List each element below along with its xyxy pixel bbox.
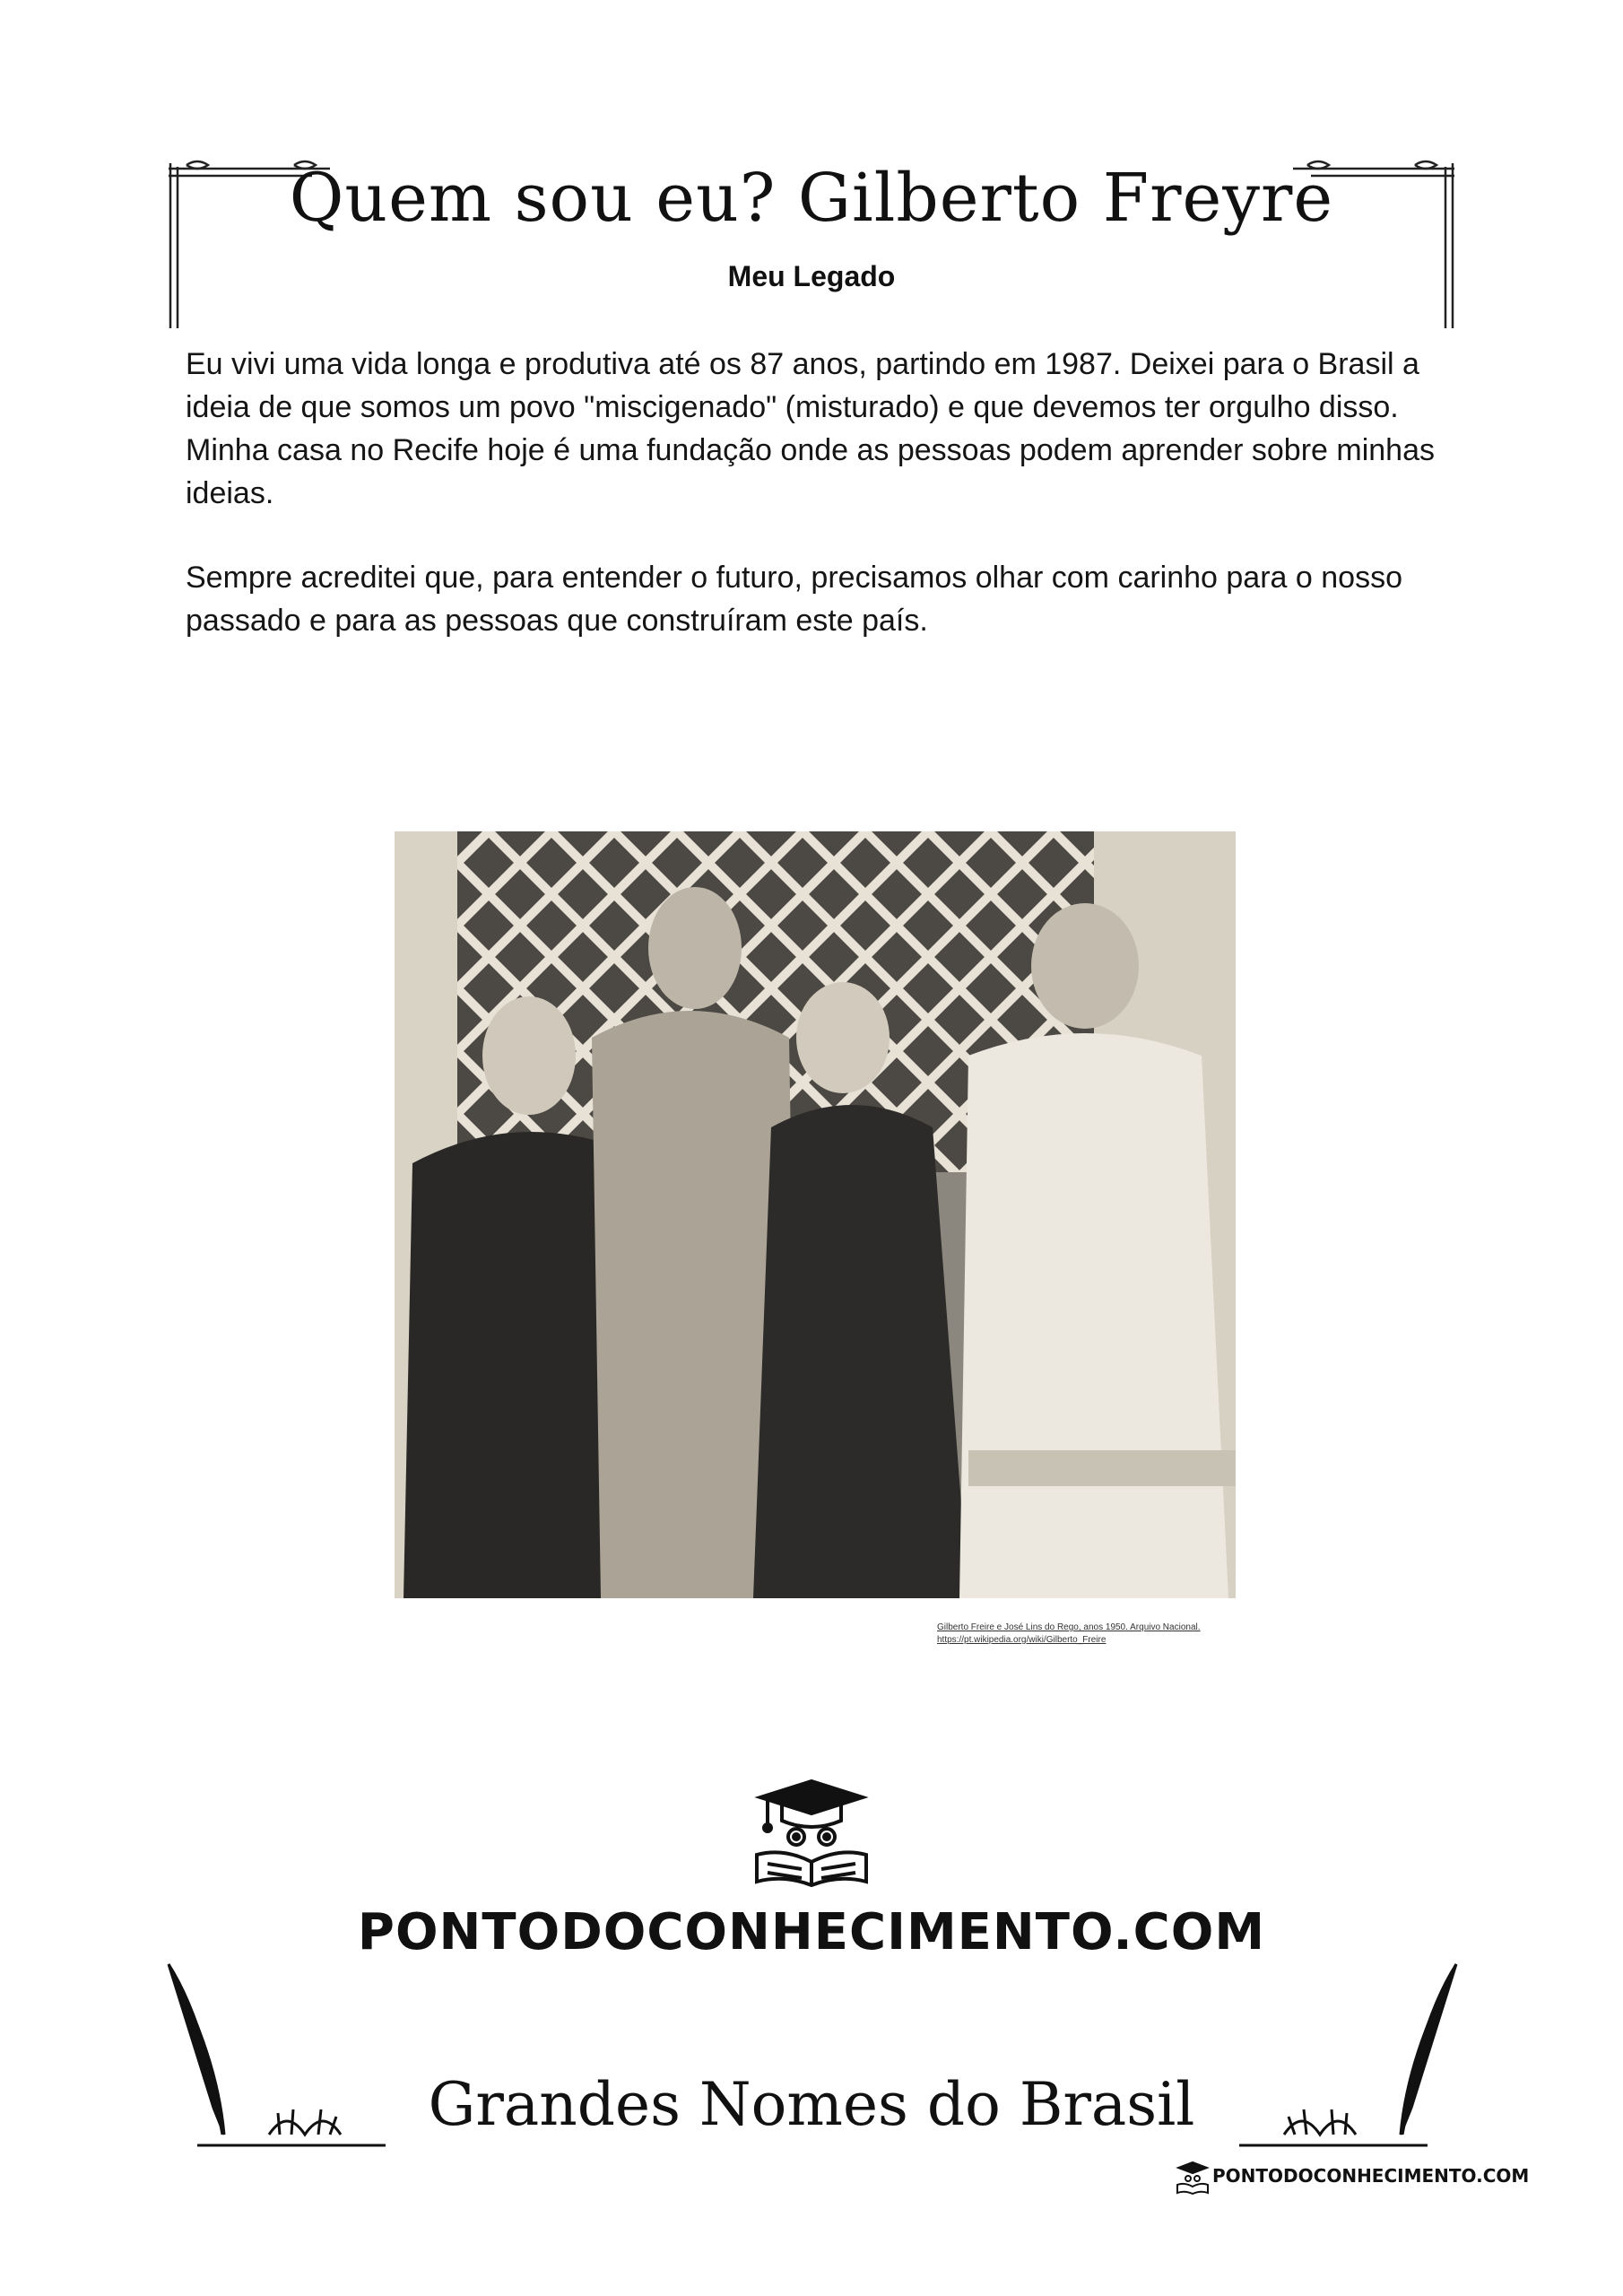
photo-caption bbox=[937, 1622, 1236, 1647]
site-name: PONTODOCONHECIMENTO.COM bbox=[357, 1903, 1266, 1961]
historical-photo bbox=[395, 831, 1236, 1598]
photo-caption-credit: Gilberto Freire e José Lins do Rego, anos 1950. Arquivo Nacional. bbox=[937, 1622, 1201, 1632]
site-name-small[interactable]: PONTODOCONHECIMENTO.COM bbox=[1212, 2165, 1530, 2187]
photo-caption-link[interactable]: https://pt.wikipedia.org/wiki/Gilberto_Freire bbox=[937, 1635, 1107, 1645]
page-title: Quem sou eu? Gilberto Freyre bbox=[289, 160, 1334, 237]
body-paragraph-1: Eu vivi uma vida longa e produtiva até os 87 anos, partindo em 1987. Deixei para o Brasil a ideia de que somos um povo "miscigenado" (misturado) e que devemos ter orgulho disso. Minha casa no Recife hoje é uma fundação onde as pessoas podem aprender sobre minhas ideias. bbox=[186, 347, 1435, 510]
body-paragraph-2: Sempre acreditei que, para entender o futuro, precisamos olhar com carinho para o nosso passado e para as pessoas que construíram este país. bbox=[186, 561, 1402, 638]
series-title: Grandes Nomes do Brasil bbox=[428, 2070, 1195, 2139]
graduation-book-small-icon bbox=[1175, 2160, 1211, 2196]
graduation-book-logo-icon bbox=[751, 1776, 872, 1889]
page-subtitle: Meu Legado bbox=[727, 260, 896, 292]
